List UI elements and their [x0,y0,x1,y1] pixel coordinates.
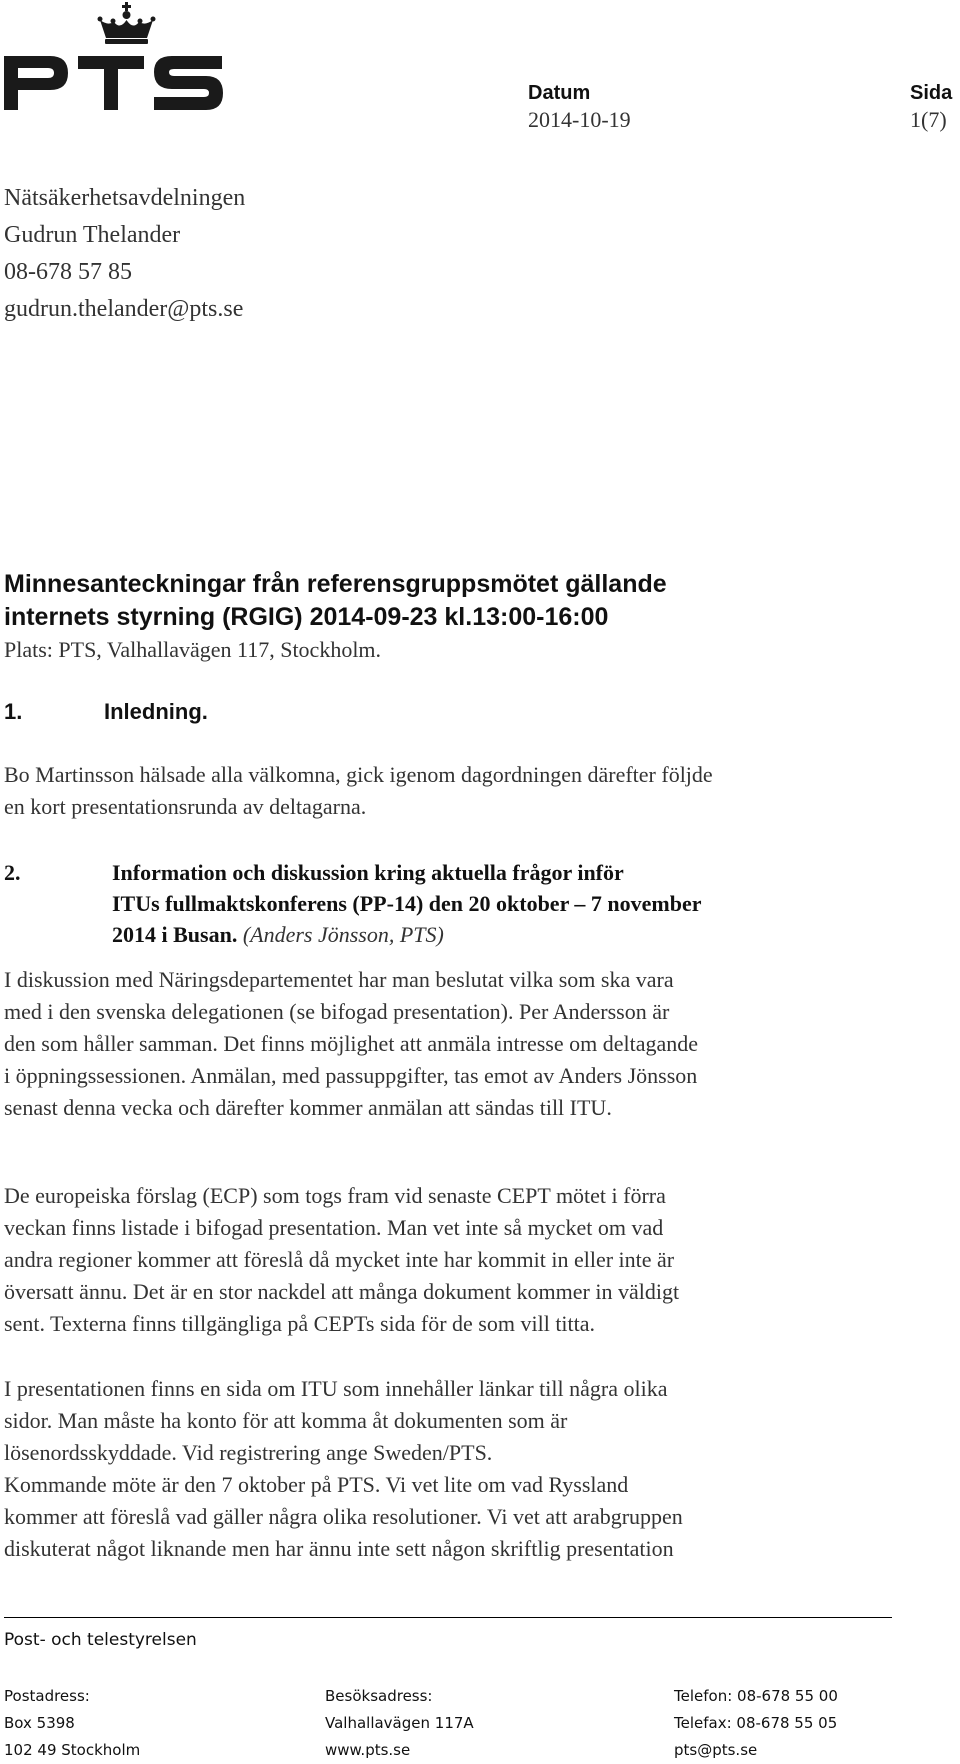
sender-name: Gudrun Thelander [4,222,181,248]
footer-email-link[interactable]: pts@pts.se [674,1741,758,1759]
pts-logo [0,0,225,118]
section-1-number: 1. [4,699,23,724]
section-2-number: 2. [4,860,21,885]
paragraph-line: diskuterat något liknande men har ännu inte sett någon skriftlig presentation [4,1536,674,1561]
footer-visit-address [325,1683,474,1764]
postal-label: Postadress: [4,1687,90,1705]
paragraph-line: lösenordsskyddade. Vid registrering ange Sweden/PTS. [4,1440,493,1465]
footer-phone: Telefon: 08-678 55 00 [674,1687,838,1705]
crown-icon [98,2,156,44]
date-label: Datum [528,82,591,104]
paragraph-line: andra regioner kommer att föreslå då mycket inte har kommit in eller inte är [4,1247,675,1272]
paragraph-line: den som håller samman. Det finns möjlighet att anmäla intresse om deltagande [4,1031,699,1056]
visit-street: Valhallavägen 117A [325,1714,474,1732]
paragraph-line: med i den svenska delegationen (se bifogad presentation). Per Andersson är [4,999,670,1024]
document-title [4,568,667,634]
page-label: Sida [910,82,953,104]
meeting-place: Plats: PTS, Valhallavägen 117, Stockholm. [4,637,382,662]
postal-box: Box 5398 [4,1714,75,1732]
paragraph-line: sidor. Man måste ha konto för att komma åt dokumenten som är [4,1408,568,1433]
paragraph-line: en kort presentationsrunda av deltagarna. [4,794,367,819]
footer-contact [674,1683,838,1764]
paragraph-line: senast denna vecka och därefter kommer anmälan att sändas till ITU. [4,1095,612,1120]
footer-organization: Post- och telestyrelsen [4,1630,197,1650]
title-line-2: internets styrning (RGIG) 2014-09-23 kl.13:00-16:00 [4,603,609,631]
sender-phone: 08-678 57 85 [4,259,132,285]
sender-email: gudrun.thelander@pts.se [4,296,244,322]
section-2-heading [4,857,904,950]
section-1-title: Inledning. [104,699,208,724]
postal-city: 102 49 Stockholm [4,1741,141,1759]
footer-postal-address [4,1683,140,1764]
sender-department: Nätsäkerhetsavdelningen [4,185,246,211]
paragraph-line: Bo Martinsson hälsade alla välkomna, gick igenom dagordningen därefter följde [4,762,713,787]
paragraph-line: veckan finns listade i bifogad presentation. Man vet inte så mycket om vad [4,1215,664,1240]
section-2-paragraph-2 [4,1180,914,1340]
paragraph-line: Kommande möte är den 7 oktober på PTS. Vi vet lite om vad Ryssland [4,1472,629,1497]
section-2-title-line-3: 2014 i Busan. [112,922,238,947]
pts-wordmark [4,56,223,110]
section-2-paragraph-3 [4,1373,914,1565]
section-2-title-line-2: ITUs fullmaktskonferens (PP-14) den 20 oktober – 7 november [112,891,702,916]
paragraph-line: kommer att föreslå vad gäller några olika resolutioner. Vi vet att arabgruppen [4,1504,683,1529]
visit-label: Besöksadress: [325,1687,433,1705]
paragraph-line: översatt ännu. Det är en stor nackdel att många dokument kommer in väldigt [4,1279,680,1304]
section-2-paragraph-1 [4,964,914,1124]
paragraph-line: De europeiska förslag (ECP) som togs fram vid senaste CEPT mötet i förra [4,1183,666,1208]
sender-block [4,180,245,328]
page-number: 1(7) [910,107,947,132]
section-1-paragraph [4,759,914,823]
paragraph-line: i öppningssessionen. Anmälan, med passuppgifter, tas emot av Anders Jönsson [4,1063,698,1088]
section-1-heading [4,697,208,727]
paragraph-line: I presentationen finns en sida om ITU som innehåller länkar till några olika [4,1376,668,1401]
paragraph-line: sent. Texterna finns tillgängliga på CEPTs sida för de som vill titta. [4,1311,596,1336]
section-2-title-line-1: Information och diskussion kring aktuella frågor inför [112,860,624,885]
title-line-1: Minnesanteckningar från referensgruppsmötet gällande [4,570,667,598]
footer-fax: Telefax: 08-678 55 05 [674,1714,838,1732]
section-2-presenter: (Anders Jönsson, PTS) [242,922,444,947]
date-value: 2014-10-19 [528,107,631,132]
paragraph-line: I diskussion med Näringsdepartementet har man beslutat vilka som ska vara [4,967,674,992]
website-link[interactable]: www.pts.se [325,1741,411,1759]
footer-divider [4,1617,892,1618]
